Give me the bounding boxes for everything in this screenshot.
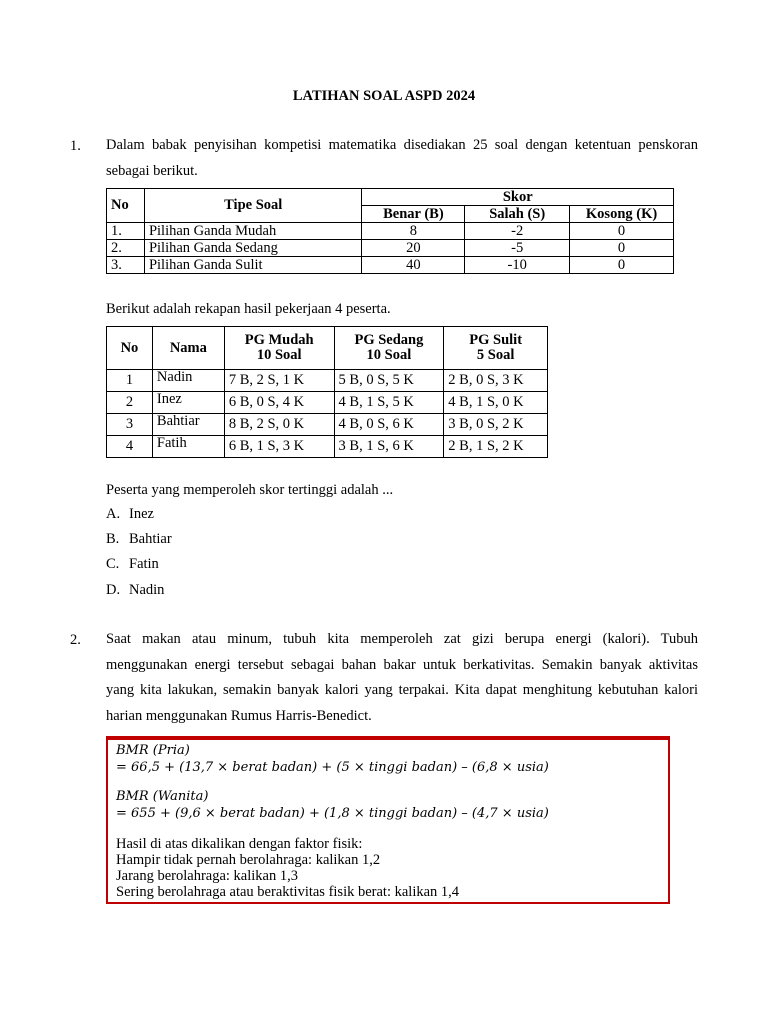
option-letter: C. bbox=[106, 556, 120, 572]
option-a bbox=[106, 506, 154, 523]
cell-no: 1. bbox=[107, 223, 145, 240]
option-b bbox=[106, 531, 172, 548]
cell-benar: 20 bbox=[362, 240, 465, 257]
table-row bbox=[107, 370, 548, 392]
recap-table bbox=[106, 326, 548, 458]
question-2-text bbox=[106, 627, 698, 729]
option-letter: D. bbox=[106, 582, 121, 598]
option-c bbox=[106, 556, 159, 573]
recap-header-sedang-line1: PG Sedang bbox=[354, 332, 424, 348]
question-1-intro bbox=[106, 133, 698, 184]
score-table-header-benar: Benar (B) bbox=[362, 206, 465, 223]
cell-kosong: 0 bbox=[570, 223, 674, 240]
formula-box bbox=[106, 736, 670, 904]
score-table-header-no: No bbox=[107, 189, 145, 223]
cell-mudah: 6 B, 0 S, 4 K bbox=[224, 392, 334, 414]
factor-item: Jarang berolahraga: kalikan 1,3 bbox=[116, 868, 298, 884]
cell-sedang: 4 B, 0 S, 6 K bbox=[334, 414, 444, 436]
recap-header-mudah-line2: 10 Soal bbox=[256, 347, 302, 363]
cell-no: 4 bbox=[107, 436, 153, 458]
table-row bbox=[107, 240, 674, 257]
recap-header-nama: Nama bbox=[152, 327, 224, 370]
formula-wanita-equation: = 655 + (9,6 × berat badan) + (1,8 × tinggi badan) – (4,7 × usia) bbox=[116, 806, 549, 821]
cell-mudah: 6 B, 1 S, 3 K bbox=[224, 436, 334, 458]
recap-header-mudah bbox=[224, 327, 334, 370]
cell-kosong: 0 bbox=[570, 257, 674, 274]
recap-header-sulit bbox=[444, 327, 548, 370]
cell-salah: -10 bbox=[465, 257, 570, 274]
score-table-header-salah: Salah (S) bbox=[465, 206, 570, 223]
score-table-header-score: Skor bbox=[362, 189, 674, 206]
cell-type: Pilihan Ganda Sulit bbox=[144, 257, 362, 274]
table-row bbox=[107, 414, 548, 436]
question-1-prompt: Peserta yang memperoleh skor tertinggi adalah ... bbox=[106, 482, 394, 498]
question-number-1: 1. bbox=[70, 138, 81, 154]
option-text: Nadin bbox=[129, 582, 165, 598]
cell-type: Pilihan Ganda Mudah bbox=[144, 223, 362, 240]
cell-no: 1 bbox=[107, 370, 153, 392]
cell-benar: 40 bbox=[362, 257, 465, 274]
cell-sulit: 4 B, 1 S, 0 K bbox=[444, 392, 548, 414]
cell-sulit: 3 B, 0 S, 2 K bbox=[444, 414, 548, 436]
score-table-header-type: Tipe Soal bbox=[144, 189, 362, 223]
factor-intro: Hasil di atas dikalikan dengan faktor fisik: bbox=[116, 836, 363, 852]
recap-header-no: No bbox=[107, 327, 153, 370]
recap-header-sulit-line2: 5 Soal bbox=[476, 347, 515, 363]
cell-kosong: 0 bbox=[570, 240, 674, 257]
recap-header-sedang bbox=[334, 327, 444, 370]
q2-line-1: Saat makan atau minum, tubuh kita memperoleh zat gizi berupa energi (kalori). Tubuh bbox=[106, 631, 698, 647]
cell-mudah: 7 B, 2 S, 1 K bbox=[224, 370, 334, 392]
cell-sedang: 4 B, 1 S, 5 K bbox=[334, 392, 444, 414]
intro-line-1: Dalam babak penyisihan kompetisi matematika disediakan 25 soal dengan ketentuan penskoran bbox=[106, 137, 698, 153]
cell-salah: -2 bbox=[465, 223, 570, 240]
cell-no: 2. bbox=[107, 240, 145, 257]
option-letter: B. bbox=[106, 531, 120, 547]
cell-benar: 8 bbox=[362, 223, 465, 240]
cell-type: Pilihan Ganda Sedang bbox=[144, 240, 362, 257]
table-row bbox=[107, 257, 674, 274]
factor-item: Sering berolahraga atau beraktivitas fisik berat: kalikan 1,4 bbox=[116, 884, 460, 900]
cell-sedang: 3 B, 1 S, 6 K bbox=[334, 436, 444, 458]
formula-wanita-label: BMR (Wanita) bbox=[116, 789, 209, 804]
cell-nama: Fatih bbox=[152, 436, 224, 458]
table-row bbox=[107, 392, 548, 414]
recap-text: Berikut adalah rekapan hasil pekerjaan 4 peserta. bbox=[106, 301, 391, 317]
score-table bbox=[106, 188, 674, 274]
recap-header-sedang-line2: 10 Soal bbox=[366, 347, 412, 363]
cell-no: 3. bbox=[107, 257, 145, 274]
q2-line-4: harian menggunakan Rumus Harris-Benedict. bbox=[106, 707, 372, 724]
intro-line-2: sebagai berikut. bbox=[106, 162, 198, 179]
cell-sulit: 2 B, 1 S, 2 K bbox=[444, 436, 548, 458]
score-table-header-kosong: Kosong (K) bbox=[570, 206, 674, 223]
formula-pria-equation: = 66,5 + (13,7 × berat badan) + (5 × tinggi badan) – (6,8 × usia) bbox=[116, 760, 549, 775]
table-row bbox=[107, 223, 674, 240]
formula-pria-label: BMR (Pria) bbox=[116, 743, 190, 758]
option-text: Inez bbox=[129, 506, 154, 522]
cell-no: 2 bbox=[107, 392, 153, 414]
cell-salah: -5 bbox=[465, 240, 570, 257]
cell-sulit: 2 B, 0 S, 3 K bbox=[444, 370, 548, 392]
recap-header-sulit-line1: PG Sulit bbox=[469, 332, 523, 348]
option-text: Fatin bbox=[129, 556, 159, 572]
recap-header-mudah-line1: PG Mudah bbox=[244, 332, 314, 348]
cell-nama: Bahtiar bbox=[152, 414, 224, 436]
page-title: LATIHAN SOAL ASPD 2024 bbox=[292, 88, 476, 104]
cell-mudah: 8 B, 2 S, 0 K bbox=[224, 414, 334, 436]
q2-line-3: yang kita lakukan, semakin banyak kalori yang terpakai. Kita dapat menghitung kebutuhan kalori bbox=[106, 682, 698, 698]
question-number-2: 2. bbox=[70, 632, 81, 648]
option-text: Bahtiar bbox=[129, 531, 172, 547]
cell-nama: Nadin bbox=[152, 370, 224, 392]
cell-no: 3 bbox=[107, 414, 153, 436]
cell-nama: Inez bbox=[152, 392, 224, 414]
option-d bbox=[106, 582, 164, 599]
cell-sedang: 5 B, 0 S, 5 K bbox=[334, 370, 444, 392]
table-row bbox=[107, 436, 548, 458]
factor-item: Hampir tidak pernah berolahraga: kalikan 1,2 bbox=[116, 852, 381, 868]
option-letter: A. bbox=[106, 506, 121, 522]
q2-line-2: menggunakan energi tersebut sebagai bahan bakar untuk berkativitas. Semakin banyak aktivitas bbox=[106, 656, 698, 673]
